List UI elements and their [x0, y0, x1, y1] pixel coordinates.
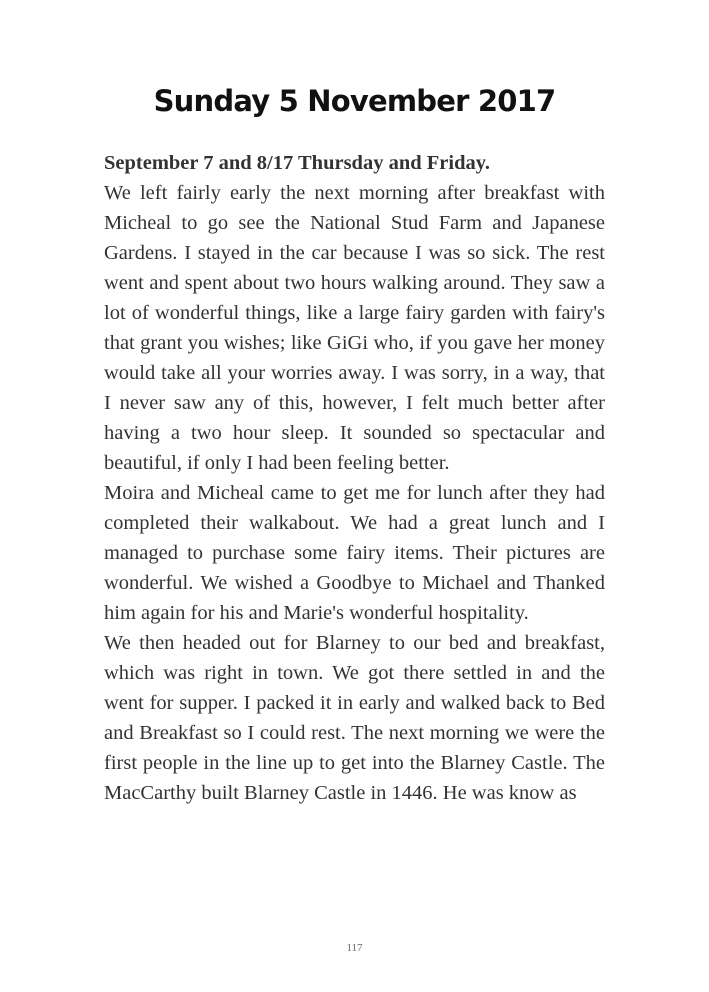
paragraph: We left fairly early the next morning after breakfast with Micheal to go see the National Stud Farm and Japanese Gardens. I stayed in the car because I was so sick. The rest went and spent about two hours walking around. They saw a lot of wonderful things, like a large fairy garden with fairy's that grant you wishes; like GiGi who, if you gave her money would take all your worries away. I was sorry, in a way, that I never saw any of this, however, I felt much better after having a two hour sleep. It sounded so spectacular and beautiful, if only I had been feeling better.: [104, 182, 605, 474]
page-number: 117: [346, 942, 363, 954]
page-title: Sunday 5 November 2017: [153, 84, 556, 118]
paragraph: We then headed out for Blarney to our bed and breakfast, which was right in town. We got there settled in and the went for supper. I packed it in early and walked back to Bed and Breakfast so I could rest. The next morning we were the first people in the line up to get into the Blarney Castle. The MacCarthy built Blarney Castle in 1446. He was know as: [104, 632, 605, 804]
entry-heading: September 7 and 8/17 Thursday and Friday.: [104, 152, 490, 174]
journal-entry: [104, 148, 605, 808]
paragraph: Moira and Micheal came to get me for lunch after they had completed their walkabout. We had a great lunch and I managed to purchase some fairy items. Their pictures are wonderful. We wished a Goodbye to Michael and Thanked him again for his and Marie's wonderful hospitality.: [104, 482, 605, 624]
